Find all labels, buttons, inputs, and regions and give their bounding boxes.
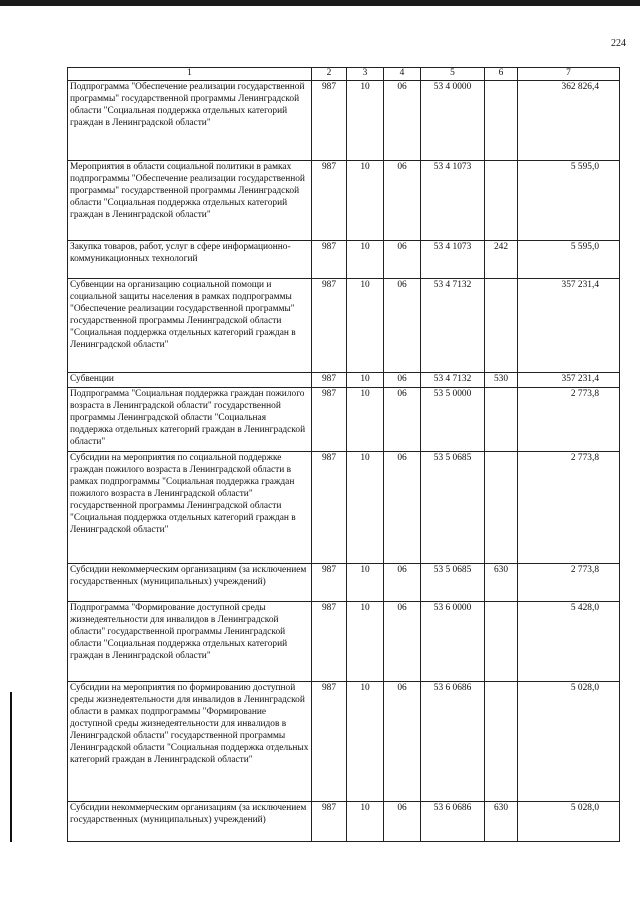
row-col5-cell: 53 4 1073 — [421, 240, 485, 278]
row-col3-cell: 10 — [347, 801, 384, 841]
row-col3-cell: 10 — [347, 563, 384, 601]
row-col3-cell: 10 — [347, 160, 384, 240]
row-col2-cell: 987 — [312, 80, 347, 160]
top-rule — [0, 0, 640, 6]
row-col2-cell: 987 — [312, 387, 347, 451]
row-name-cell: Подпрограмма "Формирование доступной среды жизнедеятельности для инвалидов в Ленинградской области" государственной программы Ленинградской области "Социальная поддержка отдельных категорий граждан в Ленинградской области" — [68, 601, 312, 681]
table-row — [68, 563, 620, 601]
row-col2-cell: 987 — [312, 278, 347, 372]
row-col3-cell: 10 — [347, 681, 384, 801]
row-col2-cell: 987 — [312, 372, 347, 387]
header-cell: 6 — [485, 68, 518, 81]
row-col4-cell: 06 — [384, 601, 421, 681]
row-col7-cell: 2 773,8 — [518, 387, 620, 451]
row-col7-cell: 5 028,0 — [518, 801, 620, 841]
row-col3-cell: 10 — [347, 80, 384, 160]
header-cell: 5 — [421, 68, 485, 81]
row-col3-cell: 10 — [347, 240, 384, 278]
row-col6-cell — [485, 160, 518, 240]
row-col5-cell: 53 5 0685 — [421, 451, 485, 563]
row-col3-cell: 10 — [347, 387, 384, 451]
table-row — [68, 278, 620, 372]
table-row — [68, 601, 620, 681]
table-body — [68, 68, 620, 842]
row-col6-cell — [485, 387, 518, 451]
header-cell: 2 — [312, 68, 347, 81]
row-col2-cell: 987 — [312, 563, 347, 601]
row-col4-cell: 06 — [384, 681, 421, 801]
row-col5-cell: 53 5 0000 — [421, 387, 485, 451]
row-col3-cell: 10 — [347, 451, 384, 563]
table-row — [68, 801, 620, 841]
row-col4-cell: 06 — [384, 372, 421, 387]
row-col4-cell: 06 — [384, 278, 421, 372]
row-col2-cell: 987 — [312, 240, 347, 278]
page-number: 224 — [611, 38, 626, 49]
row-col5-cell: 53 6 0686 — [421, 681, 485, 801]
header-cell: 4 — [384, 68, 421, 81]
row-col6-cell — [485, 451, 518, 563]
row-name-cell: Субвенции на организацию социальной помощи и социальной защиты населения в рамках подпрограммы "Обеспечение реализации государственной программы" государственной программы Ленинградской области "Социальная поддержка отдельных категорий граждан в Ленинградской области" — [68, 278, 312, 372]
header-cell: 7 — [518, 68, 620, 81]
row-col6-cell: 242 — [485, 240, 518, 278]
row-col4-cell: 06 — [384, 451, 421, 563]
row-col3-cell: 10 — [347, 278, 384, 372]
row-col2-cell: 987 — [312, 681, 347, 801]
row-col5-cell: 53 4 0000 — [421, 80, 485, 160]
row-col7-cell: 357 231,4 — [518, 278, 620, 372]
table-row — [68, 387, 620, 451]
row-col2-cell: 987 — [312, 801, 347, 841]
row-col6-cell — [485, 278, 518, 372]
row-col5-cell: 53 6 0686 — [421, 801, 485, 841]
table-row — [68, 160, 620, 240]
row-name-cell: Субсидии некоммерческим организациям (за исключением государственных (муниципальных) учреждений) — [68, 563, 312, 601]
row-col4-cell: 06 — [384, 801, 421, 841]
row-col2-cell: 987 — [312, 601, 347, 681]
table-row — [68, 451, 620, 563]
row-col2-cell: 987 — [312, 451, 347, 563]
row-col3-cell: 10 — [347, 372, 384, 387]
table-row — [68, 372, 620, 387]
row-name-cell: Субвенции — [68, 372, 312, 387]
row-name-cell: Субсидии на мероприятия по социальной поддержке граждан пожилого возраста в Ленинградской области в рамках подпрограммы "Социальная поддержка граждан пожилого возраста в Ленинградской области" государственной программы Ленинградской области "Социальная поддержка отдельных категорий граждан в Ленинградской области" — [68, 451, 312, 563]
row-name-cell: Субсидии на мероприятия по формированию доступной среды жизнедеятельности для инвалидов в Ленинградской области в рамках подпрограммы "Формирование доступной среды жизнедеятельности для инвалидов в Ленинградской области" государственной программы Ленинградской области "Социальная поддержка отдельных категорий граждан в Ленинградской области" — [68, 681, 312, 801]
table-header-row — [68, 68, 620, 81]
table-row — [68, 80, 620, 160]
row-col7-cell: 5 595,0 — [518, 160, 620, 240]
row-name-cell: Закупка товаров, работ, услуг в сфере информационно-коммуникационных технологий — [68, 240, 312, 278]
row-col5-cell: 53 6 0000 — [421, 601, 485, 681]
row-col5-cell: 53 4 7132 — [421, 278, 485, 372]
table-row — [68, 681, 620, 801]
row-col7-cell: 2 773,8 — [518, 451, 620, 563]
margin-mark — [10, 692, 12, 842]
row-col2-cell: 987 — [312, 160, 347, 240]
budget-table — [67, 67, 620, 842]
row-col5-cell: 53 5 0685 — [421, 563, 485, 601]
row-col7-cell: 2 773,8 — [518, 563, 620, 601]
row-col7-cell: 5 028,0 — [518, 681, 620, 801]
row-col6-cell: 630 — [485, 801, 518, 841]
row-name-cell: Мероприятия в области социальной политики в рамках подпрограммы "Обеспечение реализации государственной программы" государственной программы Ленинградской области "Социальная поддержка отдельных категорий граждан в Ленинградской области" — [68, 160, 312, 240]
header-cell: 3 — [347, 68, 384, 81]
row-col4-cell: 06 — [384, 563, 421, 601]
row-col5-cell: 53 4 7132 — [421, 372, 485, 387]
row-col7-cell: 5 428,0 — [518, 601, 620, 681]
row-col5-cell: 53 4 1073 — [421, 160, 485, 240]
row-col7-cell: 362 826,4 — [518, 80, 620, 160]
row-name-cell: Подпрограмма "Обеспечение реализации государственной программы" государственной программы Ленинградской области "Социальная поддержка отдельных категорий граждан в Ленинградской области" — [68, 80, 312, 160]
table-row — [68, 240, 620, 278]
row-col3-cell: 10 — [347, 601, 384, 681]
row-col6-cell — [485, 681, 518, 801]
row-col4-cell: 06 — [384, 387, 421, 451]
row-col4-cell: 06 — [384, 80, 421, 160]
row-col6-cell: 530 — [485, 372, 518, 387]
row-col4-cell: 06 — [384, 160, 421, 240]
row-col4-cell: 06 — [384, 240, 421, 278]
row-col7-cell: 357 231,4 — [518, 372, 620, 387]
row-col6-cell — [485, 601, 518, 681]
row-name-cell: Субсидии некоммерческим организациям (за исключением государственных (муниципальных) учреждений) — [68, 801, 312, 841]
row-name-cell: Подпрограмма "Социальная поддержка граждан пожилого возраста в Ленинградской области" государственной программы Ленинградской области "Социальная поддержка отдельных категорий граждан в Ленинградской области" — [68, 387, 312, 451]
row-col7-cell: 5 595,0 — [518, 240, 620, 278]
row-col6-cell: 630 — [485, 563, 518, 601]
header-cell: 1 — [68, 68, 312, 81]
row-col6-cell — [485, 80, 518, 160]
